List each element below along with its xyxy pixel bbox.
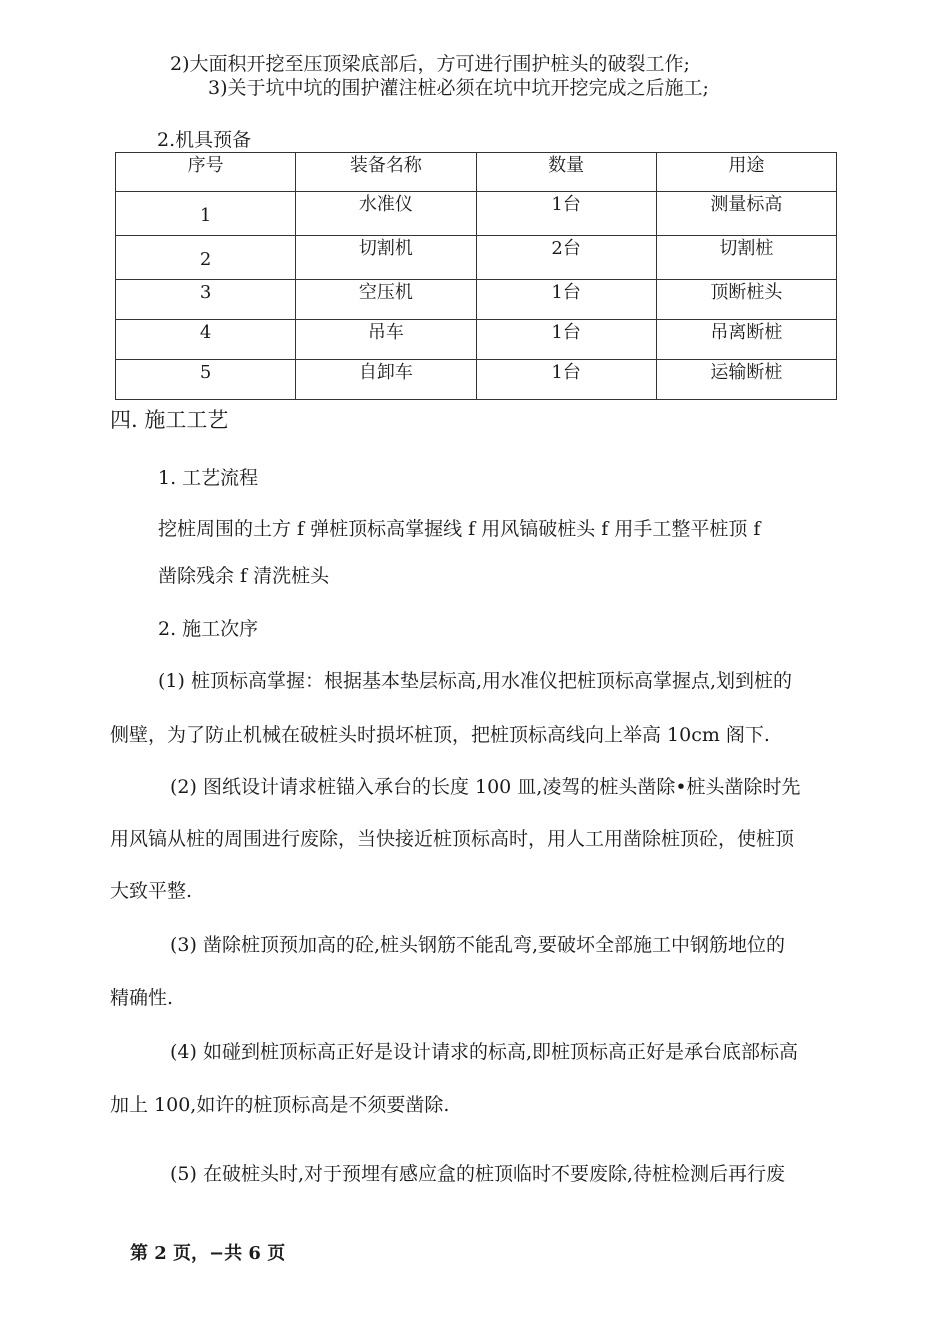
table-header-cell: 数量: [476, 153, 656, 192]
table-cell: 1台: [476, 320, 656, 360]
table-cell: 1台: [476, 360, 656, 400]
table-cell: 吊车: [296, 320, 476, 360]
intro-item-2: 2)大面积开挖至压顶梁底部后，方可进行围护桩头的破裂工作;: [170, 53, 690, 75]
table-header-cell: 用途: [656, 153, 836, 192]
table-cell: 4: [116, 320, 296, 360]
table-cell: 运输断桩: [656, 360, 836, 400]
table-row: [116, 280, 837, 320]
subsection-construction-sequence: 2. 施工次序: [158, 618, 259, 640]
paragraph-line: 用风镐从桩的周围进行废除，当快接近桩顶标高时，用人工用凿除桩顶砼，使桩顶: [110, 828, 795, 850]
table-cell: 水准仪: [296, 192, 476, 236]
table-header-row: [116, 153, 837, 192]
paragraph-line: (2) 图纸设计请求桩锚入承台的长度 100 皿,凌驾的桩头凿除•桩头凿除时先: [170, 776, 801, 798]
table-cell: 自卸车: [296, 360, 476, 400]
table-cell: 吊离断桩: [656, 320, 836, 360]
table-row: [116, 360, 837, 400]
table-cell: 1台: [476, 192, 656, 236]
flow-text-line: 挖桩周围的土方 f 弹桩顶标高掌握线 f 用风镐破桩头 f 用手工整平桩顶 f: [158, 518, 761, 540]
table-cell: 测量标高: [656, 192, 836, 236]
section-title: 四. 施工工艺: [110, 408, 229, 432]
equipment-table: [115, 152, 837, 400]
table-cell: 顶断桩头: [656, 280, 836, 320]
table-cell: 2台: [476, 236, 656, 280]
table-cell: 空压机: [296, 280, 476, 320]
table-cell: 5: [116, 360, 296, 400]
intro-item-3: 3)关于坑中坑的围护灌注桩必须在坑中坑开挖完成之后施工;: [208, 77, 709, 99]
paragraph-line: 侧壁，为了防止机械在破桩头时损坏桩顶，把桩顶标高线向上举高 10cm 阁下.: [110, 724, 770, 746]
table-cell: 切割机: [296, 236, 476, 280]
table-row: [116, 320, 837, 360]
equipment-heading: 2.机具预备: [157, 129, 252, 151]
table-header-cell: 序号: [116, 153, 296, 192]
paragraph-line: (3) 凿除桩顶预加高的砼,桩头钢筋不能乱弯,要破坏全部施工中钢筋地位的: [170, 934, 786, 956]
table-cell: 2: [116, 236, 296, 280]
paragraph-line: (1) 桩顶标高掌握：根据基本垫层标高,用水准仪把桩顶标高掌握点,划到桩的: [158, 670, 793, 692]
paragraph-line: 精确性.: [110, 987, 174, 1009]
table-cell: 1台: [476, 280, 656, 320]
table-row: [116, 192, 837, 236]
subsection-process-flow: 1. 工艺流程: [158, 467, 259, 489]
table-cell: 3: [116, 280, 296, 320]
table-cell: 1: [116, 192, 296, 236]
paragraph-line: 加上 100,如许的桩顶标高是不须要凿除.: [110, 1094, 450, 1116]
page-footer: 第 2 页，−共 6 页: [130, 1243, 286, 1264]
table-row: [116, 236, 837, 280]
paragraph-line: (4) 如碰到桩顶标高正好是设计请求的标高,即桩顶标高正好是承台底部标高: [170, 1041, 798, 1063]
table-header-cell: 装备名称: [296, 153, 476, 192]
table-cell: 切割桩: [656, 236, 836, 280]
paragraph-line: (5) 在破桩头时,对于预埋有感应盒的桩顶临时不要废除,待桩检测后再行废: [170, 1163, 786, 1185]
flow-text-line: 凿除残余 f 清洗桩头: [158, 565, 330, 587]
paragraph-line: 大致平整.: [110, 880, 193, 902]
